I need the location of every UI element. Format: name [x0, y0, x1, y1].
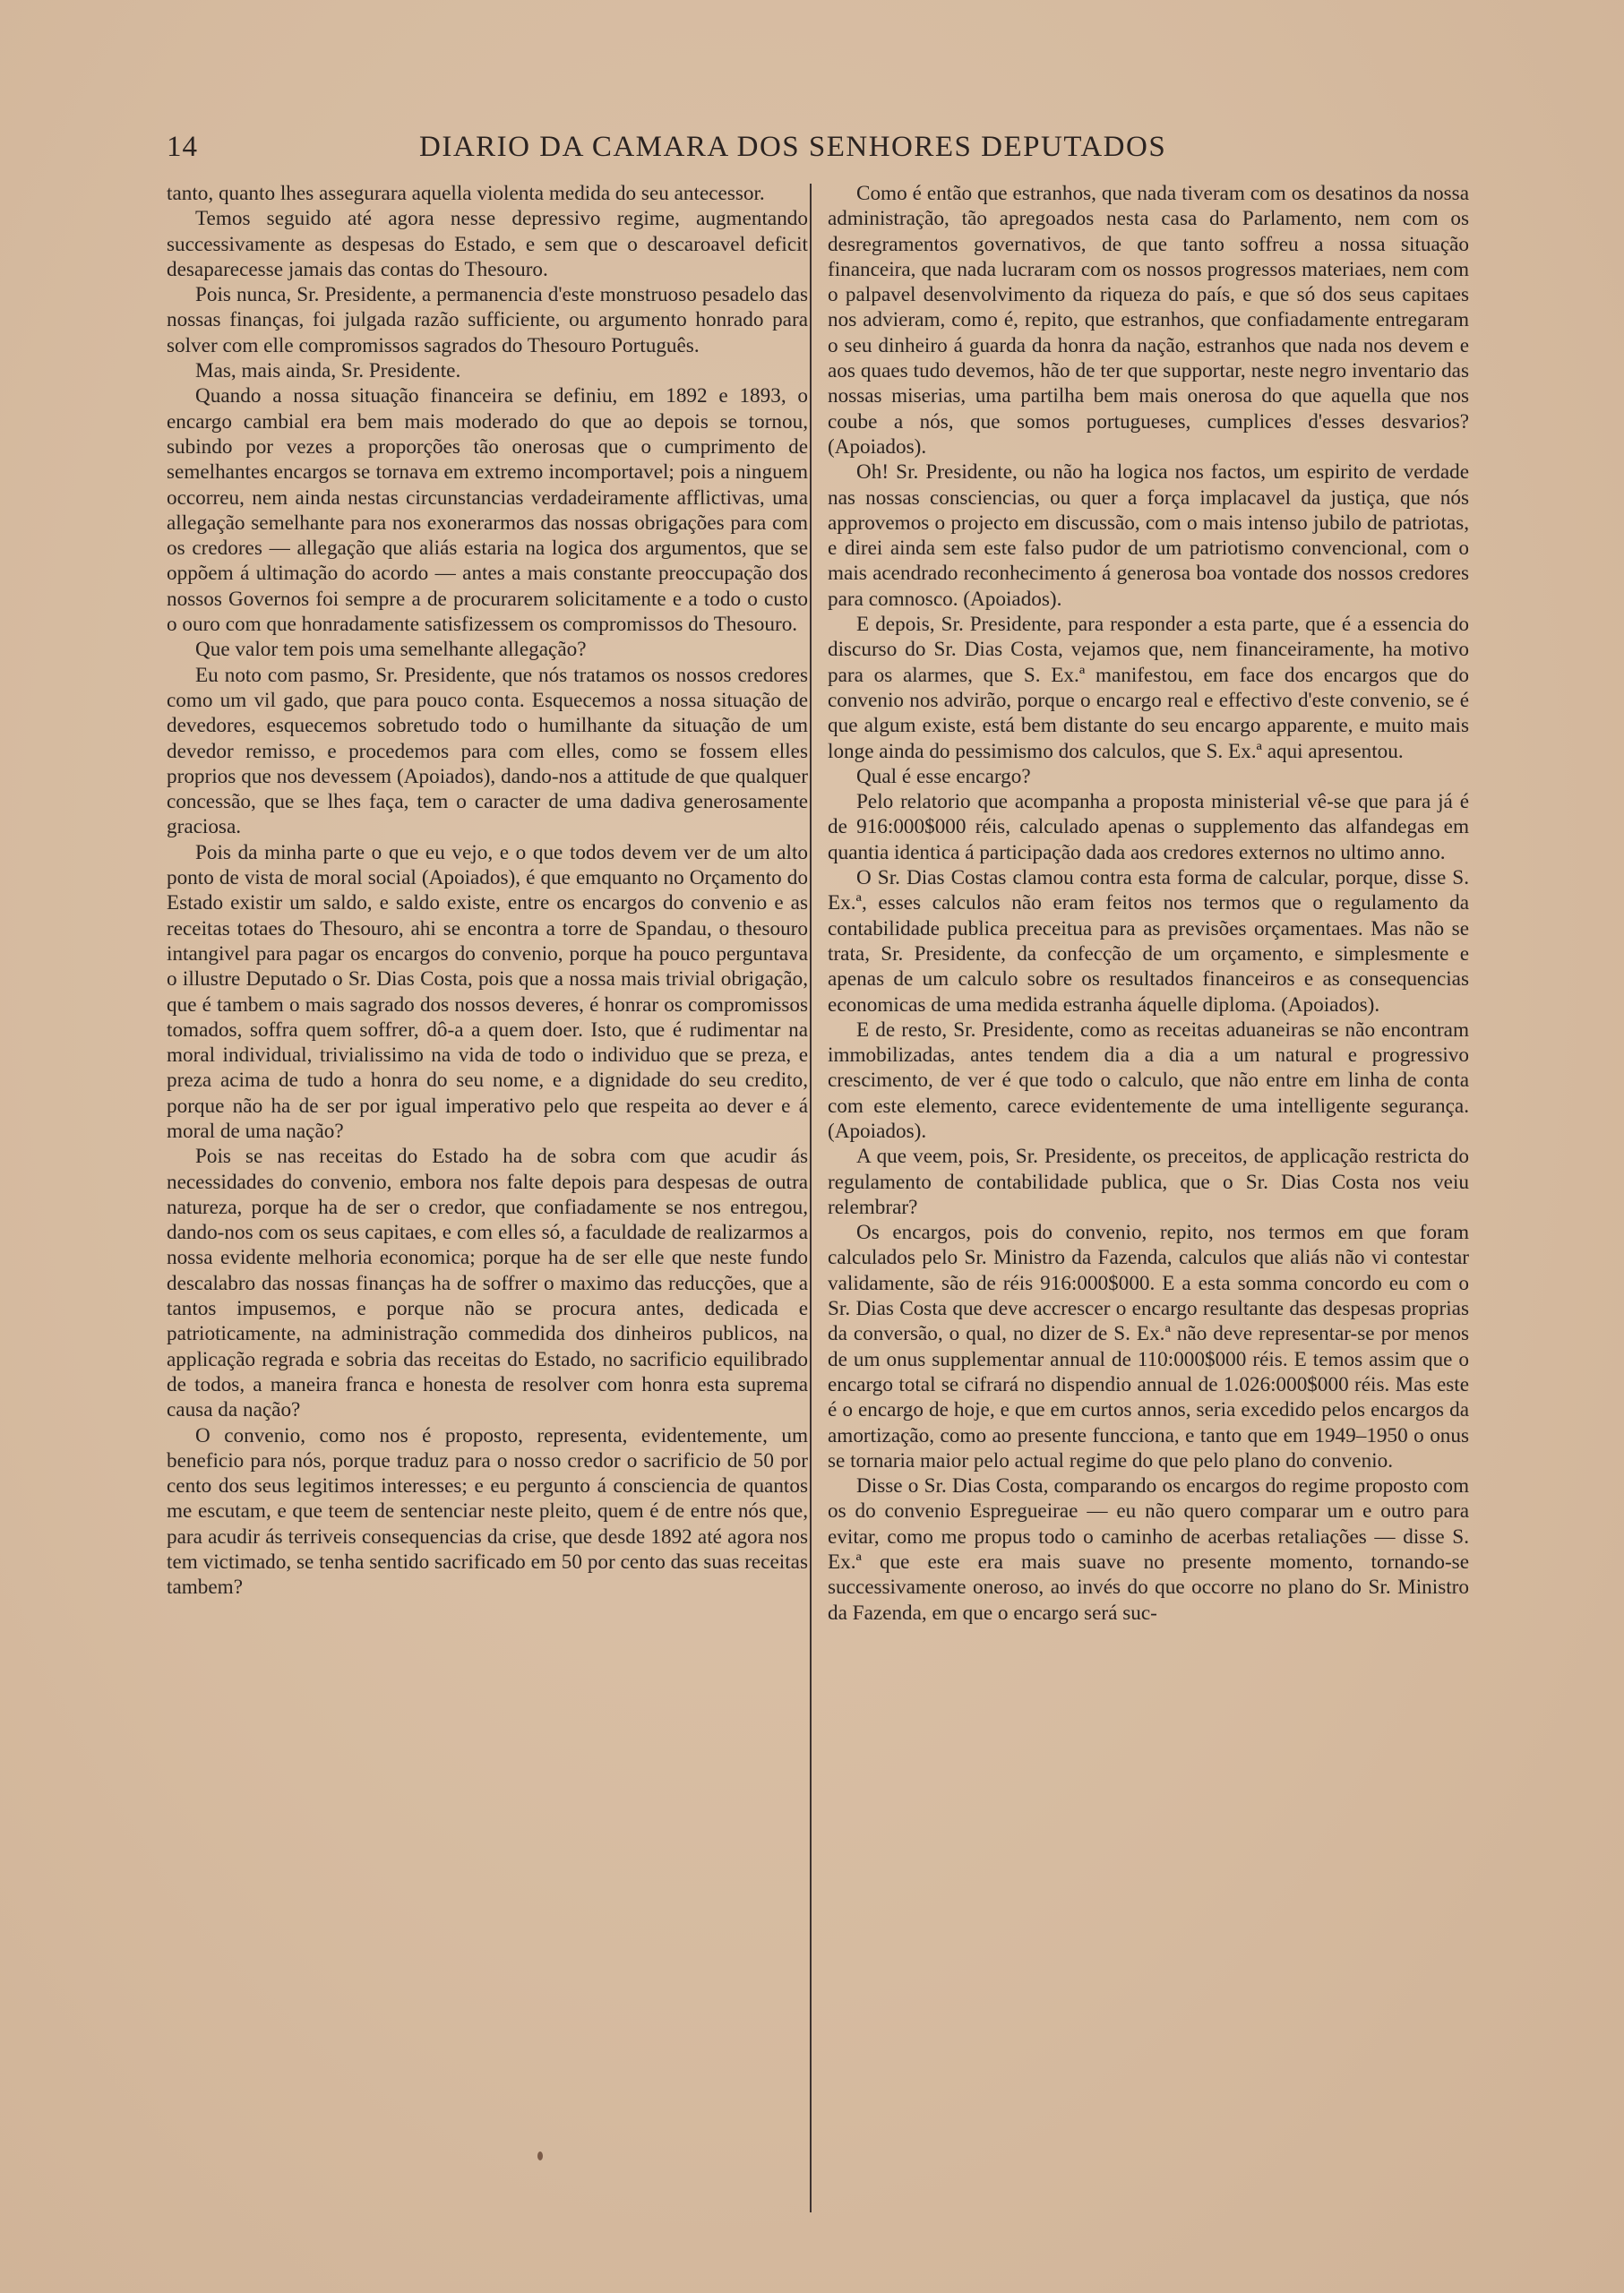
paragraph: Mas, mais ainda, Sr. Presidente.	[195, 359, 461, 383]
paragraph: Pelo relatorio que acompanha a proposta ministerial vê-se que para já é de 916:000$000 réis, calculado apenas o supplemento das alfandegas em quantia identica á participação dada aos credores externos no ultimo anno.	[828, 790, 1469, 864]
paragraph: Disse o Sr. Dias Costa, comparando os encargos do regime proposto com os do convenio Espregueirae — eu não quero comparar um e outro para evitar, como me propus todo o caminho de acerbas retaliações — disse S. Ex.ª que este era mais suave no presente momento, tornando-se successivamente oneroso, ao invés do que occorre no plano do Sr. Ministro da Fazenda, em que o encargo será suc-	[828, 1474, 1469, 1625]
paragraph: tanto, quanto lhes assegurara aquella violenta medida do seu antecessor.	[167, 182, 765, 205]
paragraph: Como é então que estranhos, que nada tiveram com os desatinos da nossa administração, tão apregoados nesta casa do Parlamento, nem com os desregramentos governativos, de que tanto soffreu a nossa situação financeira, que nada lucraram com os nossos progressos materiaes, nem com o palpavel desenvolvimento da riqueza do país, e que só dos seus capitaes nos advieram, como é, repito, que estranhos, que confiadamente entregaram o seu dinheiro á guarda da honra da nação, estranhos que nada nos devem e aos quaes tudo devemos, hão de ter que supportar, neste negro inventario das nossas miserias, uma partilha bem mais onerosa do que aquella que nos coube a nós, que somos portugueses, cumplices d'esses desvarios? (Apoiados).	[828, 182, 1469, 459]
paragraph: A que veem, pois, Sr. Presidente, os preceitos, de applicação restricta do regulamento de contabilidade publica, que o Sr. Dias Costa nos veiu relembrar?	[828, 1145, 1469, 1219]
paragraph: E depois, Sr. Presidente, para responder a esta parte, que é a essencia do discurso do Sr. Dias Costa, vejamos que, nem financeiramente, ha motivo para os alarmes, que S. Ex.ª manifestou, em face dos encargos que do convenio nos advirão, porque o encargo real e effectivo d'este convenio, se é que algum existe, está bem distante do seu encargo apparente, e muito mais longe ainda do pessimismo dos calculos, que S. Ex.ª aqui apresentou.	[828, 613, 1469, 763]
paragraph: Pois nunca, Sr. Presidente, a permanencia d'este monstruoso pesadelo das nossas finanças, foi julgada razão sufficiente, ou argumento honrado para solver com elle compromissos sagrados do Thesouro Português.	[167, 283, 808, 357]
right-column	[828, 181, 1469, 1626]
paragraph: Qual é esse encargo?	[856, 764, 1031, 788]
page-number: 14	[167, 131, 198, 163]
paragraph: Eu noto com pasmo, Sr. Presidente, que nós tratamos os nossos credores como um vil gado, que para pouco conta. Esquecemos a nossa situação de devedores, esquecemos sobretudo todo o humilhante da situação de um devedor remisso, e procedemos para com elles, como se fossem elles proprios que nos devessem (Apoiados), dando-nos a attitude de que qualquer concessão, que se lhes faça, tem o caracter de uma dadiva generosamente graciosa.	[167, 663, 808, 839]
column-divider	[810, 184, 812, 2212]
paragraph: Os encargos, pois do convenio, repito, nos termos em que foram calculados pelo Sr. Ministro da Fazenda, calculos que aliás não vi contestar validamente, são de réis 916:000$000. E a esta somma concordo eu com o Sr. Dias Costa que deve accrescer o encargo resultante das despesas proprias da conversão, o qual, no dizer de S. Ex.ª não deve representar-se por menos de um onus supplementar annual de 110:000$000 réis. E temos assim que o encargo total se cifrará no dispendio annual de 1.026:000$000 réis. Mas este é o encargo de hoje, e que em curtos annos, seria excedido pelos encargos da amortização, como ao presente funcciona, e tanto que em 1949–1950 o onus se tornaria maior pelo actual regime do que pelo plano do convenio.	[828, 1221, 1469, 1473]
paragraph: Pois da minha parte o que eu vejo, e o que todos devem ver de um alto ponto de vista de moral social (Apoiados), é que emquanto no Orçamento do Estado existir um saldo, e saldo existe, entre os encargos do convenio e as receitas totaes do Thesouro, ahi se encontra a torre de Spandau, o thesouro intangivel para pagar os encargos do convenio, porque ha pouco perguntava o illustre Deputado o Sr. Dias Costa, pois que a nossa mais trivial obrigação, que é tambem o mais sagrado dos nossos deveres, é honrar os compromissos tomados, soffra quem soffrer, dô-a a quem doer. Isto, que é rudimentar na moral individual, trivialissimo na vida de todo o individuo que se preza, e preza acima de tudo a honra do seu nome, e a dignidade do seu credito, porque não ha de ser por igual imperativo pelo que respeita ao dever e á moral de uma nação?	[167, 840, 808, 1143]
ink-speck	[537, 2151, 543, 2160]
paragraph: Pois se nas receitas do Estado ha de sobra com que acudir ás necessidades do convenio, embora nos falte depois para despesas de outra natureza, porque ha de ser o credor, que confiadamente se nos entregou, dando-nos com os seus capitaes, e com elles só, a faculdade de realizarmos a nossa evidente melhoria economica; porque ha de ser elle que neste fundo descalabro das nossas finanças ha de soffrer o maximo das reducções, que a tantos impusemos, e porque não se procura antes, dedicada e patrioticamente, na administração commedida dos dinheiros publicos, na applicação regrada e sobria das receitas do Estado, no sacrificio equilibrado de todos, a maneira franca e honesta de resolver com honra esta suprema causa da nação?	[167, 1145, 808, 1422]
paragraph: Quando a nossa situação financeira se definiu, em 1892 e 1893, o encargo cambial era bem mais moderado do que ao depois se tornou, subindo por vezes a proporções tão onerosas que o cumprimento de semelhantes encargos se tornava em extremo incomportavel; pois a ninguem occorreu, nem ainda nestas circunstancias verdadeiramente afflictivas, uma allegação semelhante para nos exonerarmos das nossas obrigações para com os credores — allegação que aliás estaria na logica dos argumentos, que se oppõem á ultimação do acordo — antes a mais constante preoccupação dos nossos Governos foi sempre a de procurarem solicitamente e a todo o custo o ouro com que honradamente satisfizessem os compromissos do Thesouro.	[167, 384, 808, 637]
paragraph: E de resto, Sr. Presidente, como as receitas aduaneiras se não encontram immobilizadas, antes tendem dia a dia a um natural e progressivo crescimento, de ver é que todo o calculo, que não entre em linha de conta com este elemento, carece evidentemente de uma intelligente segurança. (Apoiados).	[828, 1018, 1469, 1143]
paragraph: Oh! Sr. Presidente, ou não ha logica nos factos, um espirito de verdade nas nossas consciencias, ou quer a força implacavel da justiça, que nós approvemos o projecto em discussão, com o mais intenso jubilo de patriotas, e direi ainda sem este falso pudor de um patriotismo convencional, com o mais acendrado reconhecimento á generosa boa vontade dos nossos credores para comnosco. (Apoiados).	[828, 460, 1469, 611]
left-column	[167, 181, 808, 1601]
paragraph: Que valor tem pois uma semelhante allegação?	[195, 638, 587, 662]
paragraph: O convenio, como nos é proposto, representa, evidentemente, um beneficio para nós, porque traduz para o nosso credor o sacrificio de 50 por cento dos seus legitimos interesses; e eu pergunto á consciencia de quantos me escutam, e que teem de sentenciar neste pleito, quem é de entre nós que, para acudir ás terriveis consequencias da crise, que desde 1892 até agora nos tem victimado, se tenha sentido sacrificado em 50 por cento das suas receitas tambem?	[167, 1423, 808, 1600]
paragraph: Temos seguido até agora nesse depressivo regime, augmentando successivamente as despesas do Estado, e sem que o descaroavel deficit desaparecesse jamais das contas do Thesouro.	[167, 207, 808, 281]
running-head: DIARIO DA CAMARA DOS SENHORES DEPUTADOS	[419, 131, 1167, 163]
paragraph: O Sr. Dias Costas clamou contra esta forma de calcular, porque, disse S. Ex.ª, esses calculos não eram feitos nos termos que o regulamento da contabilidade publica preceitua para as previsões orçamentaes. Mas não se trata, Sr. Presidente, da confecção de um orçamento, e simplesmente e apenas de um calculo sobre os resultados financeiros e as consequencias economicas de uma medida estranha áquelle diploma. (Apoiados).	[828, 866, 1469, 1017]
